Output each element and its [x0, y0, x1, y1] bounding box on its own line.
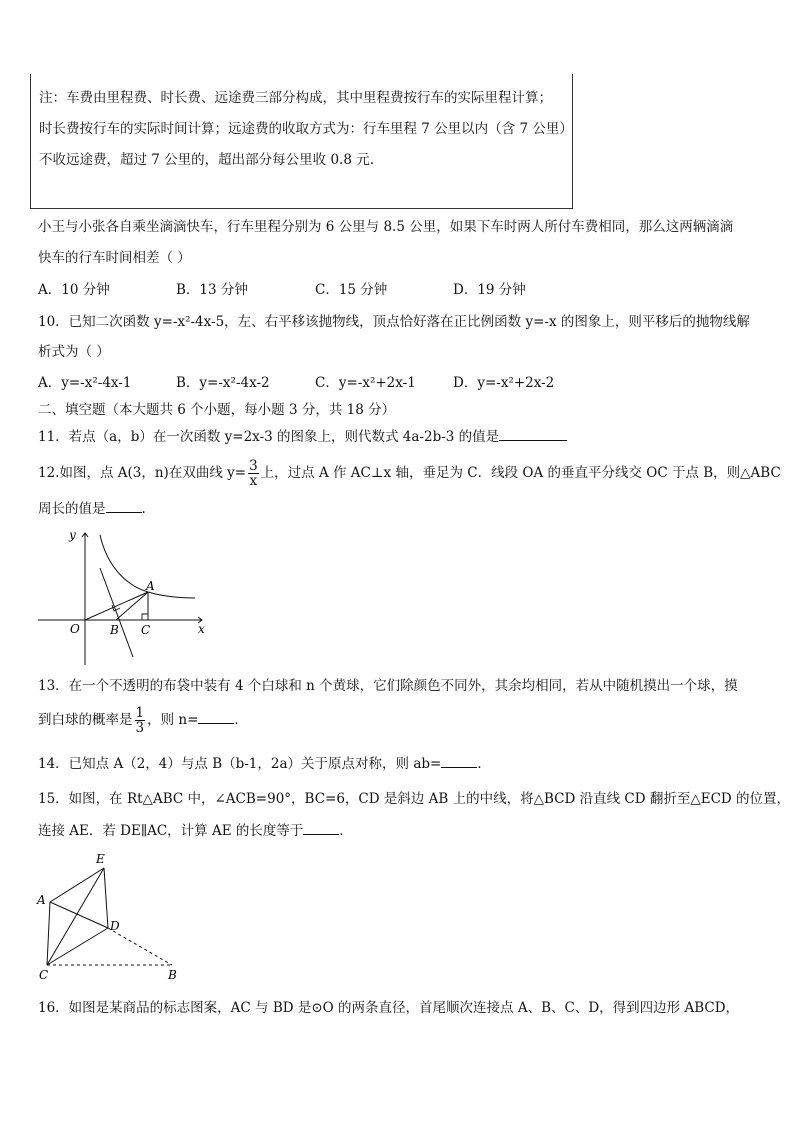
q16-line-1: 16．如图是某商品的标志图案，AC 与 BD 是⊙O 的两条直径，首尾顺次连接点 A、B、C、D，得到四边形 ABCD，	[38, 1000, 740, 1016]
q12-end: .	[141, 501, 146, 517]
q12-label-c: C	[141, 623, 151, 637]
q13-answer-blank[interactable]	[198, 709, 234, 724]
q12-frac-num: 3	[249, 458, 258, 474]
q11	[38, 426, 567, 447]
q14-text: 14．已知点 A（2，4）与点 B（b-1，2a）关于原点对称，则 ab=	[38, 756, 442, 772]
note-line-2: 时长费按行车的实际时间计算；远途费的收取方式为：行车里程 7 公里以内（含 7 公里）	[39, 121, 573, 137]
q15-segment-ed	[104, 868, 108, 928]
q12-label-b: B	[110, 623, 119, 637]
q15-figure	[30, 850, 190, 985]
q13-frac-den: 3	[135, 720, 145, 736]
q9-line-1: 小王与小张各自乘坐滴滴快车，行车里程分别为 6 公里与 8.5 公里，如果下车时两人所付车费相同，那么这两辆滴滴	[38, 219, 734, 235]
q15-label-b: B	[168, 968, 177, 982]
q12-label-o: O	[70, 622, 80, 636]
q9-option-d: D．19 分钟	[453, 282, 526, 298]
q12-label-y: y	[69, 528, 76, 542]
q15-line-2	[38, 820, 353, 841]
q9-option-c: C．15 分钟	[315, 282, 388, 298]
q12-line-2	[38, 498, 146, 519]
q15-segment-cd	[47, 928, 108, 965]
q13-line-1: 13．在一个不透明的布袋中装有 4 个白球和 n 个黄球，它们除颜色不同外，其余均相同，若从中随机摸出一个球，摸	[38, 678, 738, 694]
q9-option-b: B．13 分钟	[176, 282, 248, 298]
q9-option-a: A．10 分钟	[38, 282, 110, 298]
q12-segment-oa	[85, 592, 148, 620]
q15-segment-ce	[47, 868, 104, 965]
q9-line-2: 快车的行车时间相差（ ）	[38, 250, 191, 266]
q15-end: ．	[339, 823, 353, 839]
q15-label-c: C	[39, 968, 49, 982]
q13-text-1: 到白球的概率是	[38, 712, 133, 728]
q10-line-2: 析式为（ ）	[38, 344, 110, 360]
q13-end: ．	[234, 712, 248, 728]
q15-line-1: 15．如图，在 Rt△ABC 中，∠ACB=90°，BC=6，CD 是斜边 AB 上的中线，将△BCD 沿直线 CD 翻折至△ECD 的位置，	[38, 791, 791, 807]
note-line-3: 不收远途费，超过 7 公里的，超出部分每公里收 0.8 元.	[39, 152, 375, 168]
note-box	[30, 74, 573, 209]
q15-segment-ad	[50, 902, 108, 928]
q12-text-3: 周长的值是	[38, 501, 106, 517]
q15-segment-db	[108, 928, 172, 965]
q10-option-b: B．y=-x²-4x-2	[176, 375, 270, 391]
q15-label-d: D	[110, 919, 120, 933]
q12-answer-blank[interactable]	[106, 498, 142, 513]
q12-figure	[30, 525, 220, 670]
q14	[38, 753, 491, 774]
q12-right-angle-mark-2	[142, 614, 148, 620]
q11-text: 11．若点（a，b）在一次函数 y=2x-3 的图象上，则代数式 4a-2b-3 的值是	[38, 429, 500, 445]
q12-segment-ab	[116, 592, 148, 620]
q10-option-a: A．y=-x²-4x-1	[38, 375, 132, 391]
q12-label-a: A	[146, 579, 155, 593]
q14-end: ．	[477, 756, 491, 772]
q15-answer-blank[interactable]	[303, 820, 339, 835]
q15-text: 连接 AE．若 DE∥AC，计算 AE 的长度等于	[38, 823, 304, 839]
note-line-1: 注：车费由里程费、时长费、远途费三部分构成，其中里程费按行车的实际里程计算；	[39, 90, 552, 106]
q14-answer-blank[interactable]	[441, 753, 477, 768]
q11-answer-blank[interactable]	[499, 426, 567, 441]
q15-segment-ca	[47, 902, 50, 965]
q12-fraction	[248, 459, 259, 488]
q10-line-1: 10．已知二次函数 y=-x²-4x-5，左、右平移该抛物线，顶点恰好落在正比例函数 y=-x 的图象上，则平移后的抛物线解	[38, 314, 750, 330]
q12-label-x: x	[198, 622, 205, 636]
q10-option-c: C．y=-x²+2x-1	[315, 375, 416, 391]
q12-line-1	[38, 458, 781, 488]
q12-text-1: 12.如图，点 A(3，n)在双曲线 y=	[38, 465, 247, 481]
q15-label-a: A	[37, 893, 46, 907]
q13-line-2	[38, 705, 248, 735]
q10-option-d: D．y=-x²+2x-2	[453, 375, 555, 391]
q15-segment-ae	[50, 868, 104, 902]
q13-frac-num: 1	[135, 705, 145, 721]
section-2-heading: 二、填空题（本大题共 6 个小题，每小题 3 分，共 18 分）	[38, 402, 396, 418]
q13-fraction	[135, 706, 146, 735]
q13-text-2: ，则 n=	[147, 712, 199, 728]
q12-frac-den: x	[249, 473, 258, 489]
q15-label-e: E	[96, 852, 105, 866]
q12-text-2: 上，过点 A 作 AC⊥x 轴，垂足为 C．线段 OA 的垂直平分线交 OC 于点 B，则△ABC	[260, 465, 781, 481]
